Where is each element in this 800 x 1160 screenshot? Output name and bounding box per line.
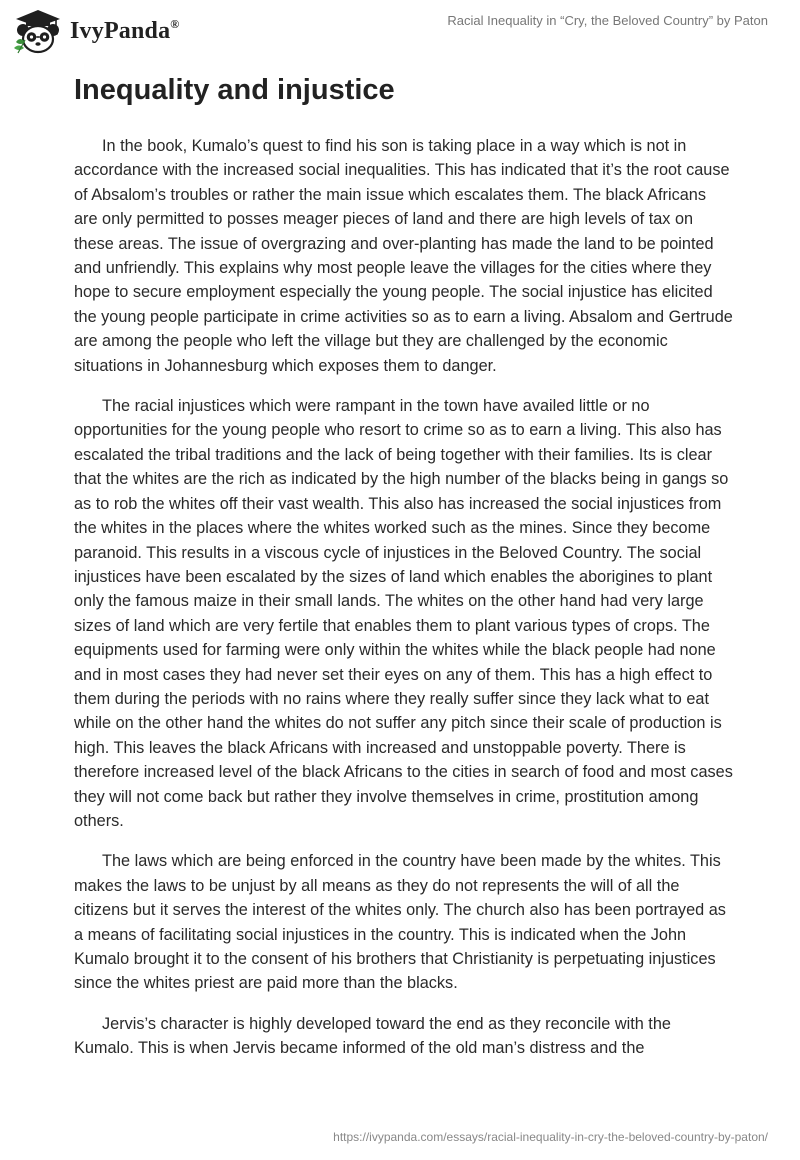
paragraph: The racial injustices which were rampant in the town have availed little or no opportunities for the young people who resort to crime so as to earn a living. This also has escalated the tribal traditions and the lack of being together with their families. Its is clear that the whites are the rich as indicated by the high number of the blacks being in gangs so as to rob the whites off their vast wealth. This also has increased the social injustices from the whites in the places where the whites worked such as the mines. Since they become paranoid. This results in a viscous cycle of injustices in the Beloved Country. The social injustices have been escalated by the sizes of land which enables the aborigines to plant only the famous maize in their small lands. The whites on the other hand had very large sizes of land which are very fertile that enables them to plant various types of crops. The equipments used for farming were only within the whites while the black people had none and in most cases they had never set their eyes on any of them. This has a high effect to them during the periods with no rains where they really suffer since they lack what to eat while on the other hand the whites do not suffer any pitch since their scale of production is high. This leaves the black Africans with increased and unstoppable poverty. There is therefore increased level of the black Africans to the cities in search of food and most cases they will not come back but rather they involve themselves in crime, prostitution among others. [74, 397, 733, 830]
panda-graduate-icon [12, 8, 64, 54]
brand-text: IvyPanda [70, 18, 171, 44]
source-url[interactable]: https://ivypanda.com/essays/racial-inequality-in-cry-the-beloved-country-by-paton/ [333, 1130, 768, 1144]
document-title: Racial Inequality in “Cry, the Beloved Country” by Paton [447, 13, 768, 28]
paragraph: Jervis’s character is highly developed toward the end as they reconcile with the Kumalo. This is when Jervis became informed of the old man’s distress and the [74, 1014, 671, 1058]
brand-name [70, 17, 179, 45]
paragraph: In the book, Kumalo’s quest to find his son is taking place in a way which is not in accordance with the increased social inequalities. This has indicated that it’s the root cause of Absalom’s troubles or rather the main issue which escalates them. The black Africans are only permitted to posses meager pieces of land and there are high levels of tax on these areas. The issue of overgrazing and over-planting has made the land to be pointed and unfriendly. This explains why most people leave the villages for the cities where they hope to secure employment especially the young people. The social injustice has elicited the young people participate in crime activities so as to earn a living. Absalom and Gertrude are among the people who left the village but they are challenged by the economic situations in Johannesburg which exposes them to danger. [74, 137, 733, 375]
essay-body [74, 134, 734, 1077]
ivypanda-logo[interactable] [12, 8, 179, 54]
trademark-symbol: ® [170, 17, 180, 31]
section-heading: Inequality and injustice [74, 74, 395, 106]
paragraph: The laws which are being enforced in the country have been made by the whites. This makes the laws to be unjust by all means as they do not represents the will of all the citizens but it serves the interest of the whites only. The church also has been portrayed as a means of facilitating social injustices in the country. This is indicated when the John Kumalo brought it to the consent of his brothers that Christianity is perpetuating injustices since the whites priest are paid more than the blacks. [74, 852, 726, 993]
page-header [0, 0, 800, 70]
